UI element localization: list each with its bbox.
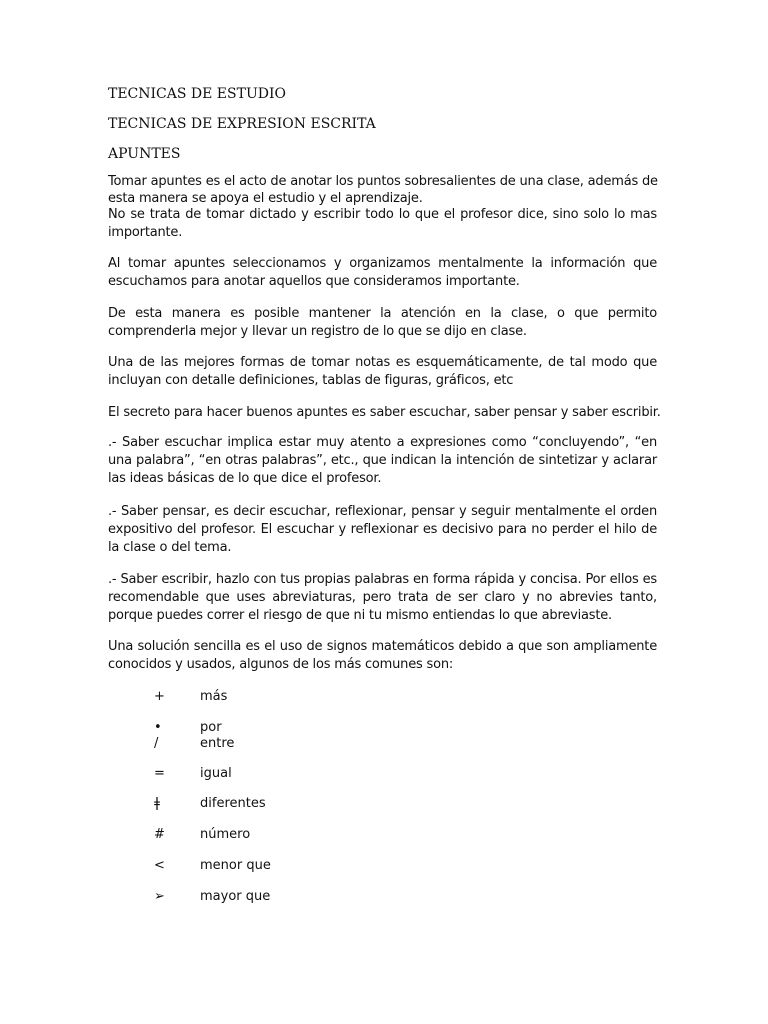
paragraph-line: De esta manera es posible mantener la atención en la clase, o que permito — [108, 306, 657, 321]
symbol-arrow: ➢ — [154, 889, 165, 904]
symbol-meaning: número — [200, 827, 251, 842]
symbol-equals: = — [154, 766, 165, 781]
paragraph-line: la clase o del tema. — [108, 540, 232, 555]
paragraph-line: una palabra”, “en otras palabras”, etc., que indican la intención de sintetizar y aclarar — [108, 453, 657, 468]
symbol-plus: + — [154, 689, 165, 704]
paragraph-1 — [108, 173, 657, 242]
heading-tecnicas-de-estudio: TECNICAS DE ESTUDIO — [108, 86, 286, 102]
paragraph-line: incluyan con detalle definiciones, tablas de figuras, gráficos, etc — [108, 373, 514, 388]
paragraph-line: Tomar apuntes es el acto de anotar los puntos sobresalientes de una clase, además de — [108, 174, 658, 189]
symbol-less-than: < — [154, 858, 165, 873]
paragraph-line: las ideas básicas de lo que dice el profesor. — [108, 471, 382, 486]
paragraph-line: expositivo del profesor. El escuchar y reflexionar es decisivo para no perder el hilo de — [108, 522, 657, 537]
paragraph-line: .- Saber pensar, es decir escuchar, reflexionar, pensar y seguir mentalmente el orden — [108, 504, 657, 519]
symbol-meaning: más — [200, 689, 228, 704]
heading-tecnicas-de-expresion-escrita: TECNICAS DE EXPRESION ESCRITA — [108, 116, 376, 132]
paragraph-4 — [108, 354, 657, 390]
paragraph-7 — [108, 503, 657, 557]
symbol-slash: / — [154, 736, 159, 751]
paragraph-line: importante. — [108, 225, 183, 240]
symbol-bullet: • — [154, 720, 162, 735]
symbol-meaning: mayor que — [200, 889, 271, 904]
paragraph-3 — [108, 305, 657, 341]
paragraph-line: escuchamos para anotar aquellos que consideramos importante. — [108, 274, 520, 289]
symbol-meaning: diferentes — [200, 796, 266, 811]
paragraph-line: .- Saber escribir, hazlo con tus propias palabras en forma rápida y concisa. Por ellos es — [108, 572, 657, 587]
paragraph-line: Una solución sencilla es el uso de signos matemáticos debido a que son ampliamente — [108, 639, 657, 654]
paragraph-line: .- Saber escuchar implica estar muy atento a expresiones como “concluyendo”, “en — [108, 435, 657, 450]
paragraph-line: Una de las mejores formas de tomar notas es esquemáticamente, de tal modo que — [108, 355, 657, 370]
symbol-meaning: por — [200, 720, 222, 735]
paragraph-line: conocidos y usados, algunos de los más comunes son: — [108, 657, 454, 672]
paragraph-line: porque puedes correr el riesgo de que ni tu mismo entiendas lo que abreviaste. — [108, 608, 612, 623]
paragraph-line: Al tomar apuntes seleccionamos y organizamos mentalmente la información que — [108, 256, 657, 271]
symbol-meaning: igual — [200, 766, 232, 781]
heading-apuntes: APUNTES — [108, 146, 181, 162]
paragraph-line: El secreto para hacer buenos apuntes es saber escuchar, saber pensar y saber escribir. — [108, 405, 661, 420]
symbol-not-equal: ǂ — [154, 796, 160, 811]
paragraph-8 — [108, 571, 657, 625]
paragraph-line: No se trata de tomar dictado y escribir todo lo que el profesor dice, sino solo lo mas — [108, 207, 657, 222]
paragraph-line: comprenderla mejor y llevar un registro de lo que se dijo en clase. — [108, 324, 527, 339]
paragraph-line: esta manera se apoya el estudio y el aprendizaje. — [108, 191, 423, 206]
paragraph-6 — [108, 434, 657, 488]
symbol-hash: # — [154, 827, 165, 842]
paragraph-9 — [108, 638, 657, 674]
paragraph-5 — [108, 404, 661, 422]
symbol-meaning: entre — [200, 736, 235, 751]
paragraph-line: recomendable que uses abreviaturas, pero trata de ser claro y no abrevies tanto, — [108, 590, 657, 605]
symbol-meaning: menor que — [200, 858, 271, 873]
paragraph-2 — [108, 255, 657, 291]
